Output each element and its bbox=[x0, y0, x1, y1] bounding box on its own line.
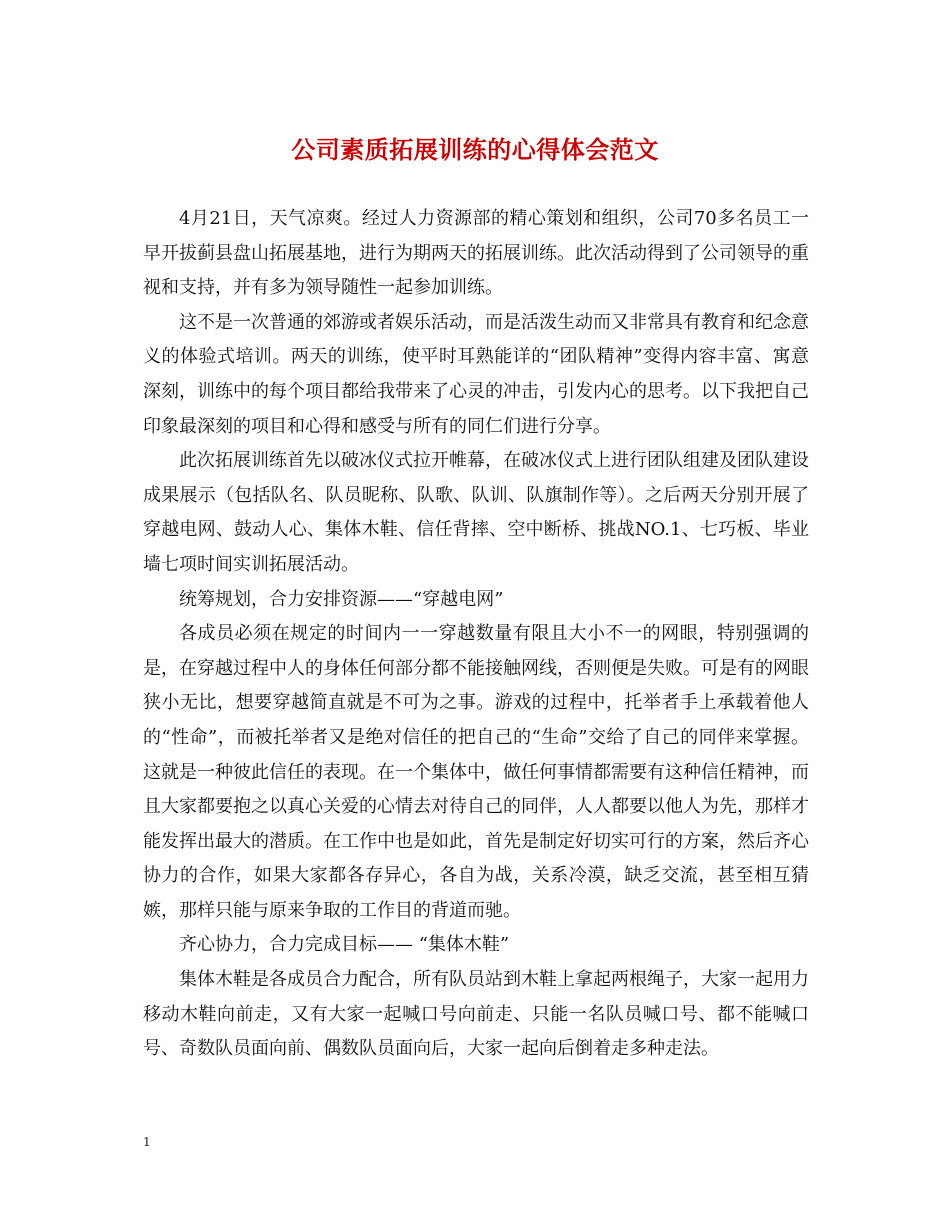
paragraph-power-grid: 各成员必须在规定的时间内一一穿越数量有限且大小不一的网眼，特别强调的是，在穿越过程中人的身体任何部分都不能接触网线，否则便是失败。可是有的网眼狭小无比，想要穿越简直就是不可为之事。游戏的过程中，托举者手上承载着他人的“性命”，而被托举者又是绝对信任的把自己的“生命”交给了自己的同伴来掌握。这就是一种彼此信任的表现。在一个集体中，做任何事情都需要有这种信任精神，而且大家都要抱之以真心关爱的心情去对待自己的同伴，人人都要以他人为先，那样才能发挥出最大的潜质。在工作中也是如此，首先是制定好切实可行的方案，然后齐心协力的合作，如果大家都各存异心，各自为战，关系冷漠，缺乏交流，甚至相互猜嫉，那样只能与原来争取的工作目的背道而驰。 bbox=[143, 623, 809, 921]
document-body bbox=[143, 202, 809, 1067]
paragraph-training-nature: 这不是一次普通的郊游或者娱乐活动，而是活泼生动而又非常具有教育和纪念意义的体验式培训。两天的训练，使平时耳熟能详的“团队精神”变得内容丰富、寓意深刻，训练中的每个项目都给我带来了心灵的冲击，引发内心的思考。以下我把自己印象最深刻的项目和心得和感受与所有的同仁们进行分享。 bbox=[143, 311, 809, 437]
section-heading-wooden-shoes: 齐心协力，合力完成目标—— “集体木鞋” bbox=[179, 934, 510, 956]
section-heading-power-grid: 统筹规划，合力安排资源——“穿越电网” bbox=[179, 588, 504, 610]
document-title: 公司素质拓展训练的心得体会范文 bbox=[291, 136, 659, 164]
paragraph-intro: 4月21日，天气凉爽。经过人力资源部的精心策划和组织，公司70多名员工一早开拔蓟县盘山拓展基地，进行为期两天的拓展训练。此次活动得到了公司领导的重视和支持，并有多为领导随性一起参加训练。 bbox=[143, 208, 809, 299]
paragraph-wooden-shoes: 集体木鞋是各成员合力配合，所有队员站到木鞋上拿起两根绳子，大家一起用力移动木鞋向前走，又有大家一起喊口号向前走、只能一名队员喊口号、都不能喊口号、奇数队员面向前、偶数队员面向后，大家一起向后倒着走多种走法。 bbox=[143, 969, 809, 1060]
page-number: 1 bbox=[143, 1135, 151, 1149]
paragraph-activities-overview: 此次拓展训练首先以破冰仪式拉开帷幕，在破冰仪式上进行团队组建及团队建设成果展示（包括队名、队员昵称、队歌、队训、队旗制作等）。之后两天分别开展了穿越电网、鼓动人心、集体木鞋、信任背摔、空中断桥、挑战NO.1、七巧板、毕业墙七项时间实训拓展活动。 bbox=[143, 450, 809, 575]
